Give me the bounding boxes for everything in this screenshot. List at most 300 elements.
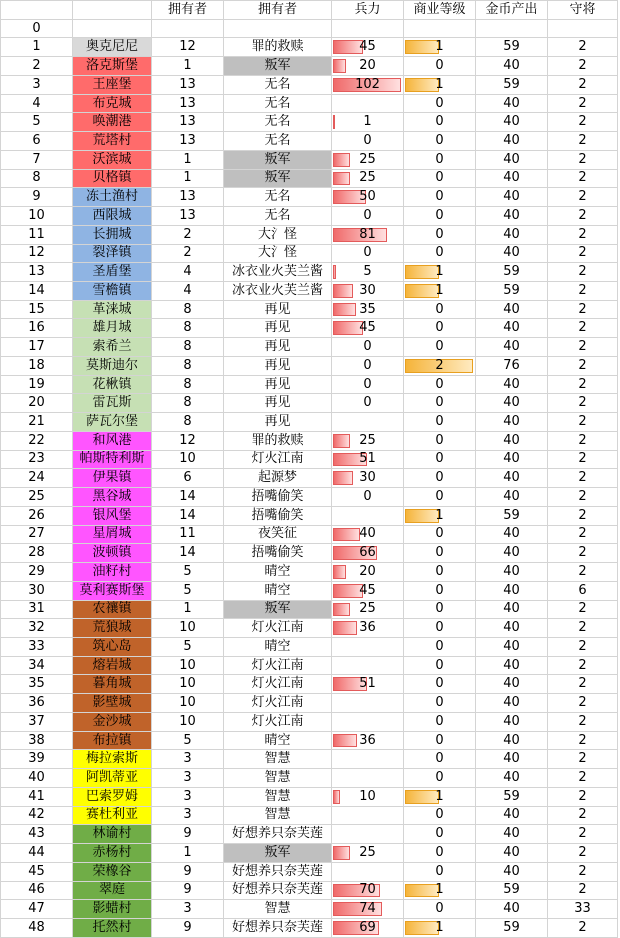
guard-cell[interactable] xyxy=(548,506,618,525)
owner-id-cell[interactable] xyxy=(152,563,224,582)
gold-output-cell[interactable] xyxy=(476,806,548,825)
city-name-cell[interactable] xyxy=(73,469,152,488)
owner-name-cell[interactable] xyxy=(224,57,332,76)
guard-cell[interactable] xyxy=(548,169,618,188)
city-name-cell[interactable] xyxy=(73,450,152,469)
trade-level-cell[interactable] xyxy=(404,319,476,338)
owner-name-cell[interactable] xyxy=(224,394,332,413)
troops-cell[interactable] xyxy=(332,57,404,76)
owner-id-cell[interactable] xyxy=(152,394,224,413)
owner-name-cell[interactable] xyxy=(224,413,332,432)
guard-cell[interactable] xyxy=(548,394,618,413)
gold-output-cell[interactable] xyxy=(476,94,548,113)
troops-cell[interactable] xyxy=(332,413,404,432)
owner-id-cell[interactable] xyxy=(152,769,224,788)
row-index-cell[interactable] xyxy=(1,94,73,113)
troops-cell[interactable] xyxy=(332,207,404,226)
owner-id-cell[interactable] xyxy=(152,375,224,394)
trade-level-cell[interactable] xyxy=(404,94,476,113)
trade-level-cell[interactable] xyxy=(404,544,476,563)
city-name-cell[interactable] xyxy=(73,844,152,863)
owner-id-cell[interactable] xyxy=(152,675,224,694)
owner-id-cell[interactable] xyxy=(152,637,224,656)
header-cell-trade-level[interactable]: 商业等级 xyxy=(404,1,476,20)
guard-cell[interactable] xyxy=(548,488,618,507)
city-name-cell[interactable] xyxy=(73,431,152,450)
trade-level-cell[interactable] xyxy=(404,413,476,432)
trade-level-cell[interactable] xyxy=(404,263,476,282)
trade-level-cell[interactable] xyxy=(404,375,476,394)
troops-cell[interactable] xyxy=(332,169,404,188)
header-cell-gold-output[interactable]: 金币产出 xyxy=(476,1,548,20)
owner-name-cell[interactable] xyxy=(224,282,332,301)
gold-output-cell[interactable] xyxy=(476,225,548,244)
row-index-cell[interactable] xyxy=(1,750,73,769)
owner-name-cell[interactable] xyxy=(224,356,332,375)
gold-output-cell[interactable] xyxy=(476,413,548,432)
city-name-cell[interactable] xyxy=(73,881,152,900)
gold-output-cell[interactable] xyxy=(476,38,548,57)
row-index-cell[interactable] xyxy=(1,75,73,94)
guard-cell[interactable] xyxy=(548,862,618,881)
owner-id-cell[interactable] xyxy=(152,544,224,563)
gold-output-cell[interactable] xyxy=(476,394,548,413)
guard-cell[interactable] xyxy=(548,431,618,450)
owner-name-cell[interactable] xyxy=(224,900,332,919)
guard-cell[interactable] xyxy=(548,413,618,432)
trade-level-cell[interactable] xyxy=(404,656,476,675)
trade-level-cell[interactable] xyxy=(404,38,476,57)
trade-level-cell[interactable] xyxy=(404,244,476,263)
gold-output-cell[interactable] xyxy=(476,619,548,638)
troops-cell[interactable] xyxy=(332,469,404,488)
troops-cell[interactable] xyxy=(332,19,404,38)
city-name-cell[interactable] xyxy=(73,188,152,207)
trade-level-cell[interactable] xyxy=(404,525,476,544)
city-name-cell[interactable] xyxy=(73,132,152,151)
gold-output-cell[interactable] xyxy=(476,375,548,394)
city-name-cell[interactable] xyxy=(73,169,152,188)
row-index-cell[interactable] xyxy=(1,581,73,600)
row-index-cell[interactable] xyxy=(1,263,73,282)
gold-output-cell[interactable] xyxy=(476,712,548,731)
guard-cell[interactable] xyxy=(548,750,618,769)
owner-id-cell[interactable] xyxy=(152,225,224,244)
guard-cell[interactable] xyxy=(548,263,618,282)
owner-name-cell[interactable] xyxy=(224,225,332,244)
gold-output-cell[interactable] xyxy=(476,75,548,94)
owner-name-cell[interactable] xyxy=(224,862,332,881)
guard-cell[interactable] xyxy=(548,619,618,638)
owner-id-cell[interactable] xyxy=(152,881,224,900)
owner-id-cell[interactable] xyxy=(152,169,224,188)
trade-level-cell[interactable] xyxy=(404,900,476,919)
gold-output-cell[interactable] xyxy=(476,506,548,525)
troops-cell[interactable] xyxy=(332,431,404,450)
trade-level-cell[interactable] xyxy=(404,918,476,937)
header-cell-owner-id[interactable]: 拥有者 xyxy=(152,1,224,20)
troops-cell[interactable] xyxy=(332,619,404,638)
owner-id-cell[interactable] xyxy=(152,469,224,488)
row-index-cell[interactable] xyxy=(1,787,73,806)
guard-cell[interactable] xyxy=(548,38,618,57)
trade-level-cell[interactable] xyxy=(404,506,476,525)
gold-output-cell[interactable] xyxy=(476,431,548,450)
owner-name-cell[interactable] xyxy=(224,469,332,488)
guard-cell[interactable] xyxy=(548,150,618,169)
owner-id-cell[interactable] xyxy=(152,413,224,432)
owner-name-cell[interactable] xyxy=(224,375,332,394)
guard-cell[interactable] xyxy=(548,113,618,132)
troops-cell[interactable] xyxy=(332,338,404,357)
city-name-cell[interactable] xyxy=(73,338,152,357)
guard-cell[interactable] xyxy=(548,338,618,357)
trade-level-cell[interactable] xyxy=(404,825,476,844)
gold-output-cell[interactable] xyxy=(476,113,548,132)
row-index-cell[interactable] xyxy=(1,244,73,263)
gold-output-cell[interactable] xyxy=(476,844,548,863)
troops-cell[interactable] xyxy=(332,356,404,375)
owner-id-cell[interactable] xyxy=(152,38,224,57)
troops-cell[interactable] xyxy=(332,787,404,806)
owner-name-cell[interactable] xyxy=(224,656,332,675)
row-index-cell[interactable] xyxy=(1,394,73,413)
owner-name-cell[interactable] xyxy=(224,113,332,132)
owner-name-cell[interactable] xyxy=(224,19,332,38)
city-name-cell[interactable] xyxy=(73,656,152,675)
gold-output-cell[interactable] xyxy=(476,656,548,675)
guard-cell[interactable] xyxy=(548,769,618,788)
city-name-cell[interactable] xyxy=(73,413,152,432)
owner-name-cell[interactable] xyxy=(224,525,332,544)
troops-cell[interactable] xyxy=(332,731,404,750)
owner-name-cell[interactable] xyxy=(224,881,332,900)
guard-cell[interactable] xyxy=(548,450,618,469)
trade-level-cell[interactable] xyxy=(404,169,476,188)
city-name-cell[interactable] xyxy=(73,525,152,544)
trade-level-cell[interactable] xyxy=(404,862,476,881)
city-name-cell[interactable] xyxy=(73,675,152,694)
guard-cell[interactable] xyxy=(548,825,618,844)
row-index-cell[interactable] xyxy=(1,488,73,507)
trade-level-cell[interactable] xyxy=(404,225,476,244)
guard-cell[interactable] xyxy=(548,581,618,600)
row-index-cell[interactable] xyxy=(1,656,73,675)
owner-id-cell[interactable] xyxy=(152,825,224,844)
owner-name-cell[interactable] xyxy=(224,544,332,563)
row-index-cell[interactable] xyxy=(1,469,73,488)
owner-name-cell[interactable] xyxy=(224,188,332,207)
owner-name-cell[interactable] xyxy=(224,94,332,113)
owner-name-cell[interactable] xyxy=(224,750,332,769)
troops-cell[interactable] xyxy=(332,263,404,282)
header-cell-index[interactable] xyxy=(1,1,73,20)
owner-name-cell[interactable] xyxy=(224,769,332,788)
owner-name-cell[interactable] xyxy=(224,338,332,357)
trade-level-cell[interactable] xyxy=(404,431,476,450)
owner-id-cell[interactable] xyxy=(152,319,224,338)
owner-id-cell[interactable] xyxy=(152,338,224,357)
guard-cell[interactable] xyxy=(548,207,618,226)
gold-output-cell[interactable] xyxy=(476,581,548,600)
owner-name-cell[interactable] xyxy=(224,731,332,750)
row-index-cell[interactable] xyxy=(1,150,73,169)
row-index-cell[interactable] xyxy=(1,413,73,432)
guard-cell[interactable] xyxy=(548,356,618,375)
gold-output-cell[interactable] xyxy=(476,319,548,338)
owner-id-cell[interactable] xyxy=(152,450,224,469)
city-name-cell[interactable] xyxy=(73,787,152,806)
trade-level-cell[interactable] xyxy=(404,600,476,619)
owner-id-cell[interactable] xyxy=(152,600,224,619)
guard-cell[interactable] xyxy=(548,244,618,263)
owner-id-cell[interactable] xyxy=(152,712,224,731)
guard-cell[interactable] xyxy=(548,75,618,94)
owner-id-cell[interactable] xyxy=(152,806,224,825)
guard-cell[interactable] xyxy=(548,656,618,675)
trade-level-cell[interactable] xyxy=(404,150,476,169)
row-index-cell[interactable] xyxy=(1,844,73,863)
trade-level-cell[interactable] xyxy=(404,300,476,319)
gold-output-cell[interactable] xyxy=(476,207,548,226)
owner-name-cell[interactable] xyxy=(224,600,332,619)
owner-name-cell[interactable] xyxy=(224,132,332,151)
gold-output-cell[interactable] xyxy=(476,244,548,263)
row-index-cell[interactable] xyxy=(1,712,73,731)
troops-cell[interactable] xyxy=(332,394,404,413)
trade-level-cell[interactable] xyxy=(404,712,476,731)
owner-name-cell[interactable] xyxy=(224,207,332,226)
troops-cell[interactable] xyxy=(332,300,404,319)
trade-level-cell[interactable] xyxy=(404,694,476,713)
troops-cell[interactable] xyxy=(332,188,404,207)
row-index-cell[interactable] xyxy=(1,57,73,76)
guard-cell[interactable] xyxy=(548,375,618,394)
troops-cell[interactable] xyxy=(332,244,404,263)
guard-cell[interactable] xyxy=(548,57,618,76)
city-name-cell[interactable] xyxy=(73,282,152,301)
guard-cell[interactable] xyxy=(548,600,618,619)
row-index-cell[interactable] xyxy=(1,918,73,937)
row-index-cell[interactable] xyxy=(1,188,73,207)
row-index-cell[interactable] xyxy=(1,113,73,132)
row-index-cell[interactable] xyxy=(1,694,73,713)
troops-cell[interactable] xyxy=(332,506,404,525)
troops-cell[interactable] xyxy=(332,563,404,582)
owner-id-cell[interactable] xyxy=(152,188,224,207)
owner-id-cell[interactable] xyxy=(152,431,224,450)
gold-output-cell[interactable] xyxy=(476,563,548,582)
owner-id-cell[interactable] xyxy=(152,132,224,151)
owner-id-cell[interactable] xyxy=(152,750,224,769)
row-index-cell[interactable] xyxy=(1,544,73,563)
troops-cell[interactable] xyxy=(332,450,404,469)
owner-name-cell[interactable] xyxy=(224,150,332,169)
row-index-cell[interactable] xyxy=(1,450,73,469)
troops-cell[interactable] xyxy=(332,38,404,57)
city-name-cell[interactable] xyxy=(73,637,152,656)
troops-cell[interactable] xyxy=(332,525,404,544)
troops-cell[interactable] xyxy=(332,862,404,881)
guard-cell[interactable] xyxy=(548,319,618,338)
header-cell-guard[interactable]: 守将 xyxy=(548,1,618,20)
city-name-cell[interactable] xyxy=(73,581,152,600)
owner-name-cell[interactable] xyxy=(224,169,332,188)
trade-level-cell[interactable] xyxy=(404,844,476,863)
city-name-cell[interactable] xyxy=(73,319,152,338)
row-index-cell[interactable] xyxy=(1,862,73,881)
row-index-cell[interactable] xyxy=(1,506,73,525)
header-cell-name[interactable] xyxy=(73,1,152,20)
city-name-cell[interactable] xyxy=(73,806,152,825)
row-index-cell[interactable] xyxy=(1,169,73,188)
guard-cell[interactable] xyxy=(548,300,618,319)
gold-output-cell[interactable] xyxy=(476,338,548,357)
city-name-cell[interactable] xyxy=(73,94,152,113)
troops-cell[interactable] xyxy=(332,675,404,694)
troops-cell[interactable] xyxy=(332,881,404,900)
owner-id-cell[interactable] xyxy=(152,581,224,600)
city-name-cell[interactable] xyxy=(73,375,152,394)
troops-cell[interactable] xyxy=(332,75,404,94)
gold-output-cell[interactable] xyxy=(476,750,548,769)
row-index-cell[interactable] xyxy=(1,19,73,38)
owner-name-cell[interactable] xyxy=(224,825,332,844)
city-name-cell[interactable] xyxy=(73,225,152,244)
owner-name-cell[interactable] xyxy=(224,563,332,582)
owner-id-cell[interactable] xyxy=(152,282,224,301)
row-index-cell[interactable] xyxy=(1,282,73,301)
troops-cell[interactable] xyxy=(332,656,404,675)
guard-cell[interactable] xyxy=(548,525,618,544)
troops-cell[interactable] xyxy=(332,488,404,507)
gold-output-cell[interactable] xyxy=(476,263,548,282)
guard-cell[interactable] xyxy=(548,225,618,244)
owner-id-cell[interactable] xyxy=(152,918,224,937)
row-index-cell[interactable] xyxy=(1,207,73,226)
owner-id-cell[interactable] xyxy=(152,900,224,919)
gold-output-cell[interactable] xyxy=(476,282,548,301)
trade-level-cell[interactable] xyxy=(404,563,476,582)
owner-id-cell[interactable] xyxy=(152,113,224,132)
guard-cell[interactable] xyxy=(548,94,618,113)
owner-name-cell[interactable] xyxy=(224,319,332,338)
gold-output-cell[interactable] xyxy=(476,132,548,151)
owner-id-cell[interactable] xyxy=(152,244,224,263)
row-index-cell[interactable] xyxy=(1,38,73,57)
owner-name-cell[interactable] xyxy=(224,300,332,319)
gold-output-cell[interactable] xyxy=(476,169,548,188)
trade-level-cell[interactable] xyxy=(404,57,476,76)
row-index-cell[interactable] xyxy=(1,431,73,450)
owner-id-cell[interactable] xyxy=(152,356,224,375)
trade-level-cell[interactable] xyxy=(404,581,476,600)
owner-id-cell[interactable] xyxy=(152,263,224,282)
row-index-cell[interactable] xyxy=(1,375,73,394)
row-index-cell[interactable] xyxy=(1,356,73,375)
guard-cell[interactable] xyxy=(548,637,618,656)
gold-output-cell[interactable] xyxy=(476,675,548,694)
troops-cell[interactable] xyxy=(332,918,404,937)
guard-cell[interactable] xyxy=(548,712,618,731)
city-name-cell[interactable] xyxy=(73,57,152,76)
trade-level-cell[interactable] xyxy=(404,132,476,151)
trade-level-cell[interactable] xyxy=(404,750,476,769)
gold-output-cell[interactable] xyxy=(476,525,548,544)
gold-output-cell[interactable] xyxy=(476,918,548,937)
troops-cell[interactable] xyxy=(332,132,404,151)
troops-cell[interactable] xyxy=(332,844,404,863)
city-name-cell[interactable] xyxy=(73,113,152,132)
guard-cell[interactable] xyxy=(548,731,618,750)
gold-output-cell[interactable] xyxy=(476,488,548,507)
gold-output-cell[interactable] xyxy=(476,769,548,788)
owner-id-cell[interactable] xyxy=(152,488,224,507)
owner-id-cell[interactable] xyxy=(152,207,224,226)
trade-level-cell[interactable] xyxy=(404,637,476,656)
city-name-cell[interactable] xyxy=(73,600,152,619)
city-name-cell[interactable] xyxy=(73,563,152,582)
guard-cell[interactable] xyxy=(548,469,618,488)
trade-level-cell[interactable] xyxy=(404,806,476,825)
troops-cell[interactable] xyxy=(332,769,404,788)
troops-cell[interactable] xyxy=(332,319,404,338)
owner-id-cell[interactable] xyxy=(152,57,224,76)
owner-id-cell[interactable] xyxy=(152,300,224,319)
row-index-cell[interactable] xyxy=(1,637,73,656)
city-name-cell[interactable] xyxy=(73,918,152,937)
row-index-cell[interactable] xyxy=(1,731,73,750)
owner-name-cell[interactable] xyxy=(224,75,332,94)
row-index-cell[interactable] xyxy=(1,563,73,582)
troops-cell[interactable] xyxy=(332,544,404,563)
gold-output-cell[interactable] xyxy=(476,731,548,750)
trade-level-cell[interactable] xyxy=(404,19,476,38)
troops-cell[interactable] xyxy=(332,150,404,169)
owner-name-cell[interactable] xyxy=(224,637,332,656)
gold-output-cell[interactable] xyxy=(476,637,548,656)
owner-name-cell[interactable] xyxy=(224,581,332,600)
row-index-cell[interactable] xyxy=(1,338,73,357)
header-cell-troops[interactable]: 兵力 xyxy=(332,1,404,20)
trade-level-cell[interactable] xyxy=(404,75,476,94)
troops-cell[interactable] xyxy=(332,375,404,394)
troops-cell[interactable] xyxy=(332,94,404,113)
owner-name-cell[interactable] xyxy=(224,450,332,469)
city-name-cell[interactable] xyxy=(73,825,152,844)
guard-cell[interactable] xyxy=(548,787,618,806)
city-name-cell[interactable] xyxy=(73,769,152,788)
troops-cell[interactable] xyxy=(332,825,404,844)
city-name-cell[interactable] xyxy=(73,356,152,375)
city-name-cell[interactable] xyxy=(73,862,152,881)
city-name-cell[interactable] xyxy=(73,19,152,38)
gold-output-cell[interactable] xyxy=(476,450,548,469)
troops-cell[interactable] xyxy=(332,637,404,656)
owner-name-cell[interactable] xyxy=(224,488,332,507)
owner-name-cell[interactable] xyxy=(224,431,332,450)
troops-cell[interactable] xyxy=(332,600,404,619)
gold-output-cell[interactable] xyxy=(476,188,548,207)
row-index-cell[interactable] xyxy=(1,525,73,544)
city-name-cell[interactable] xyxy=(73,694,152,713)
gold-output-cell[interactable] xyxy=(476,544,548,563)
trade-level-cell[interactable] xyxy=(404,731,476,750)
row-index-cell[interactable] xyxy=(1,300,73,319)
row-index-cell[interactable] xyxy=(1,806,73,825)
trade-level-cell[interactable] xyxy=(404,113,476,132)
owner-id-cell[interactable] xyxy=(152,787,224,806)
